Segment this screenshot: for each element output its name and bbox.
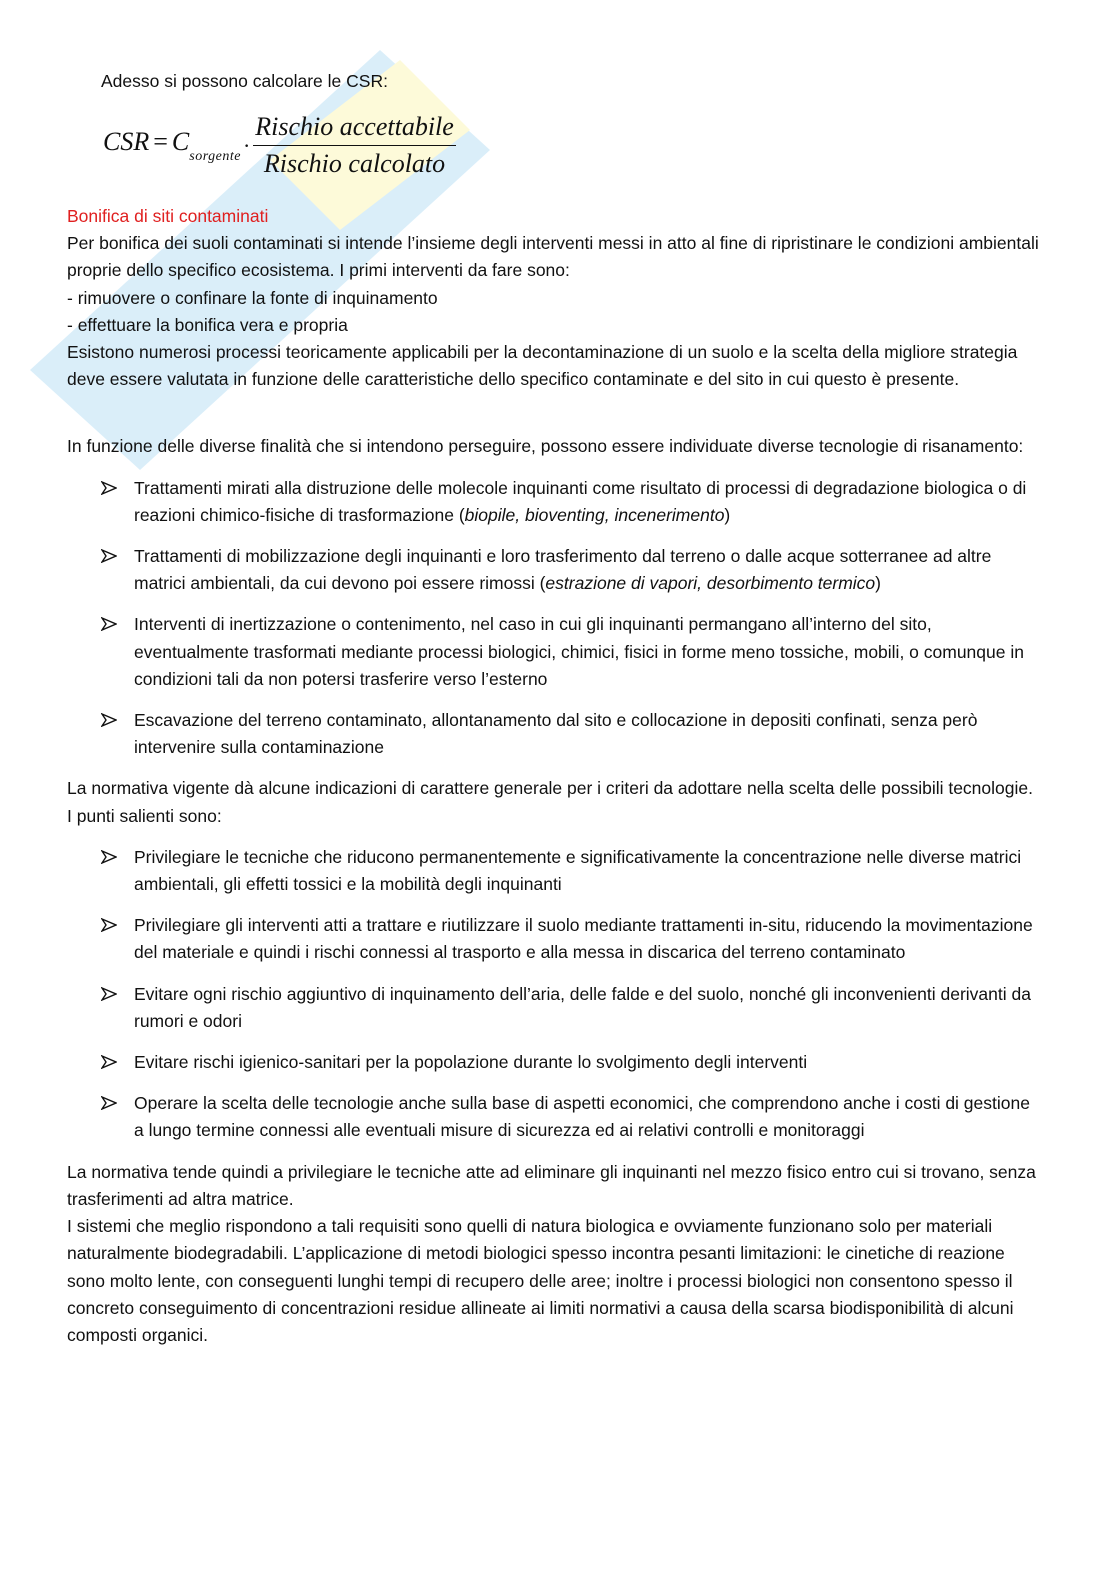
list-item-text: Evitare ogni rischio aggiuntivo di inquinamento dell’aria, delle falde e del suolo, nonché gli inconvenienti derivanti da rumori e odori (134, 983, 1031, 1031)
csr-formula (103, 110, 456, 181)
section-title: Bonifica di siti contaminati (67, 206, 269, 226)
paragraph-technologies: In funzione delle diverse finalità che si intendono perseguire, possono essere individuate diverse tecnologie di risanamento: (67, 436, 1024, 457)
list-item (67, 1090, 1039, 1144)
list-item-text: Trattamenti mirati alla distruzione delle molecole inquinanti come risultato di processi di degradazione biologica o di reazioni chimico-fisiche di trasformazione ( (134, 477, 1027, 525)
formula-dot: · (242, 132, 251, 158)
formula-denominator: Rischio calcolato (263, 149, 446, 178)
arrow-bullet-icon (101, 617, 117, 631)
intro-text: Adesso si possono calcolare le CSR: (101, 71, 388, 91)
spacer (67, 393, 1039, 433)
list-item (67, 912, 1039, 966)
list-item-text: Privilegiare le tecniche che riducono permanentemente e significativamente la concentrazione nelle diverse matrici ambientali, gli effetti tossici e la mobilità degli inquinanti (134, 846, 1022, 895)
list-item-text: Interventi di inertizzazione o contenimento, nel caso in cui gli inquinanti permangano all’interno del sito, eventualmente trasformati mediante processi biologici, chimici, fisici in forme meno tossiche, mobili, o comunque in condizioni tali da non potersi trasferire verso l’esterno (134, 614, 1024, 689)
arrow-bullet-icon (101, 987, 117, 1001)
paragraph-biological: I sistemi che meglio rispondono a tali requisiti sono quelli di natura biologica e ovviamente funzionano solo per materiali naturalmente biodegradabili. L’applicazione di metodi biologici spesso incontra pesanti limitazioni: le cinetiche di reazione sono molto lente, con conseguenti lunghi tempi di recupero delle aree; inoltre i processi biologici non consentono spesso il concreto conseguimento di concentrazioni residue allineate ai limiti normativi a causa della scarsa biodisponibilità di alcuni composti organici. (67, 1216, 1014, 1345)
list-item-text: Trattamenti di mobilizzazione degli inquinanti e loro trasferimento dal terreno o dalle acque sotterranee ad altre matrici ambientali, da cui devono poi essere rimossi ( (134, 546, 992, 594)
list-item-close: ) (875, 573, 881, 594)
formula-subscript: sorgente (189, 148, 241, 164)
fraction-bar (253, 145, 456, 146)
list-item (67, 1049, 1039, 1076)
list-item (67, 543, 1039, 597)
formula-lhs (103, 127, 241, 165)
formula-c: C (171, 126, 190, 156)
formula-numerator: Rischio accettabile (255, 112, 454, 141)
list-item-text: Evitare rischi igienico-sanitari per la popolazione durante lo svolgimento degli interventi (134, 1052, 808, 1073)
list-item (67, 475, 1039, 529)
list-item-examples: estrazione di vapori, desorbimento termico (545, 573, 876, 594)
list-item-examples: biopile, bioventing, incenerimento (464, 504, 725, 525)
dash-item-2: - effettuare la bonifica vera e propria (67, 314, 348, 335)
document-body (67, 203, 1039, 1349)
list-item-text: Escavazione del terreno contaminato, allontanamento dal sito e collocazione in depositi confinati, senza però intervenire sulla contaminazione (134, 710, 978, 758)
list-item-close: ) (724, 504, 731, 525)
arrow-bullet-icon (101, 1055, 117, 1069)
formula-fraction (253, 110, 456, 181)
formula-equals: = (153, 126, 168, 156)
arrow-bullet-icon (101, 481, 117, 495)
list-item-text: Operare la scelta delle tecnologie anche sulla base di aspetti economici, che comprendono anche i costi di gestione a lungo termine connessi alle eventuali misure di sicurezza ed ai relativi controlli e monitoraggi (134, 1093, 1030, 1141)
technologies-list (67, 475, 1039, 762)
list-item (67, 707, 1039, 761)
list-item (67, 981, 1039, 1035)
list-item (67, 844, 1039, 898)
list-item (67, 611, 1039, 693)
paragraph-processes: Esistono numerosi processi teoricamente applicabili per la decontaminazione di un suolo e la scelta della migliore strategia deve essere valutata in funzione delle caratteristiche dello specifico contaminate e del sito in cui questo è presente. (67, 342, 1018, 390)
list-item-text: Privilegiare gli interventi atti a trattare e riutilizzare il suolo mediante trattamenti in-situ, riducendo la movimentazione del materiale e quindi i rischi connessi al trasporto e alla messa in discarica del terreno contaminato (134, 915, 1033, 963)
arrow-bullet-icon (101, 850, 117, 864)
arrow-bullet-icon (101, 713, 117, 727)
arrow-bullet-icon (101, 1096, 117, 1110)
paragraph-regulation: La normativa vigente dà alcune indicazioni di carattere generale per i criteri da adottare nella scelta delle possibili tecnologie. I punti salienti sono: (67, 778, 1033, 826)
paragraph-definition: Per bonifica dei suoli contaminati si intende l’insieme degli interventi messi in atto al fine di ripristinare le condizioni ambientali proprie dello specifico ecosistema. I primi interventi da fare sono: (67, 233, 1039, 281)
formula-csr: CSR (103, 126, 150, 156)
arrow-bullet-icon (101, 549, 117, 563)
paragraph-conclusion: La normativa tende quindi a privilegiare le tecniche atte ad eliminare gli inquinanti nel mezzo fisico entro cui si trovano, senza trasferimenti ad altra matrice. (67, 1161, 1036, 1209)
dash-item-1: - rimuovere o confinare la fonte di inquinamento (67, 287, 438, 308)
arrow-bullet-icon (101, 918, 117, 932)
criteria-list (67, 844, 1039, 1145)
